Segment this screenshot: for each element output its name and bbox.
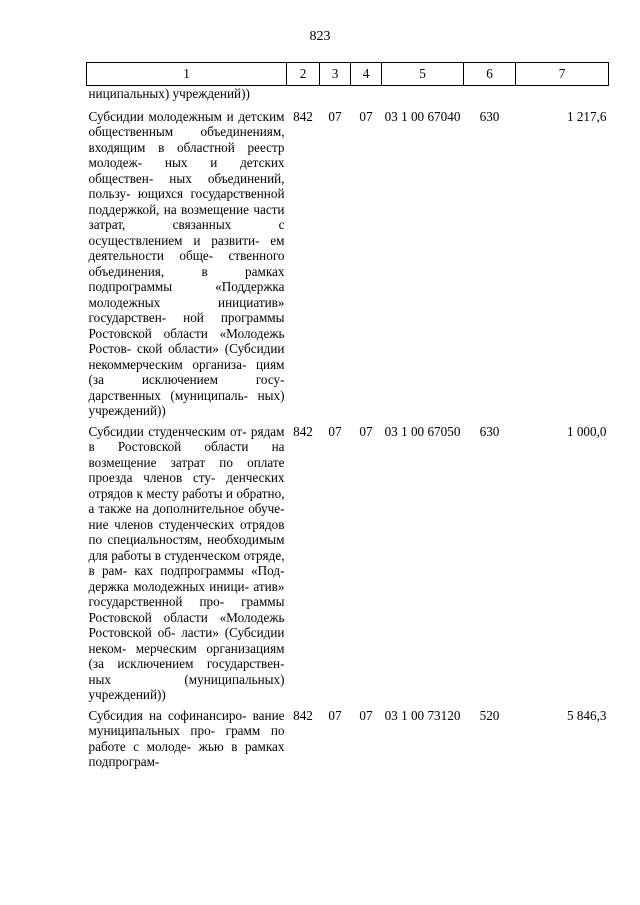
column-header-4: 4 [351, 63, 382, 86]
header-row [87, 63, 609, 86]
column-header-7: 7 [516, 63, 609, 86]
cell-section: 07 [328, 108, 342, 124]
cell-amount: 1 217,6 [566, 108, 607, 124]
row-description: Субсидии молодежным и детским общественным объединениям, входящим в областной реестр молодеж- ных и детских обществен- ных объединений, пользу- ющихся государственной поддержкой, на возмещение части затрат, связанных с осуществлением и развити- ем деятельности обще- ственного объединения, в рамках подпрограммы «Поддержка молодежных инициатив» государствен- ной программы Ростовской области «Молодежь Ростов- ской области» (Субсидии некоммерческим организа- циям (за исключением госу- дарственных (муниципаль- ных) учреждений)) [88, 108, 285, 418]
table-row [87, 421, 609, 705]
column-header-5: 5 [382, 63, 464, 86]
cell-amount: 5 846,3 [566, 707, 607, 723]
cell-ministry-code: 842 [293, 707, 313, 723]
cell-ministry-code: 842 [293, 108, 313, 124]
cell-subsection: 07 [359, 108, 373, 124]
column-header-3: 3 [320, 63, 351, 86]
cell-section: 07 [328, 707, 342, 723]
continuation-row [87, 86, 609, 105]
cell-expense-type: 520 [479, 707, 500, 723]
cell-ministry-code: 842 [293, 423, 313, 439]
column-header-1: 1 [87, 63, 287, 86]
cell-target-article: 03 1 00 67050 [384, 423, 461, 439]
row-description: Субсидии студенческим от- рядам в Ростовской области на возмещение затрат по оплате проезда членов сту- денческих отрядов к месту работы и обратно, а также на дополнительное обуче- ние членов студенческих отрядов по специальностям, необходимым для работы в студенческом отряде, в рам- ках подпрограммы «Под- держка молодежных иници- атив» государственной про- граммы Ростовской области «Молодежь Ростовской об- ласти» (Субсидии неком- мерческим организациям (за исключением государствен- ных (муниципальных) учреждений)) [88, 423, 285, 702]
row-description: Субсидия на софинансиро- вание муниципальных про- грамм по работе с молоде- жью в рамках подпрограм- [88, 707, 285, 769]
cell-target-article: 03 1 00 67040 [384, 108, 461, 124]
table-body [87, 86, 609, 772]
cell-subsection: 07 [359, 423, 373, 439]
table-row [87, 105, 609, 421]
table-header [87, 63, 609, 86]
cell-amount: 1 000,0 [566, 423, 607, 439]
cell-expense-type: 630 [479, 108, 500, 124]
cell-section: 07 [328, 423, 342, 439]
column-header-6: 6 [464, 63, 516, 86]
table-row [87, 705, 609, 772]
budget-table [86, 62, 609, 772]
page-number: 823 [309, 29, 331, 44]
cell-subsection: 07 [359, 707, 373, 723]
column-header-2: 2 [287, 63, 320, 86]
cell-target-article: 03 1 00 73120 [384, 707, 461, 723]
continuation-text: ниципальных) учреждений)) [88, 86, 250, 101]
cell-expense-type: 630 [479, 423, 500, 439]
